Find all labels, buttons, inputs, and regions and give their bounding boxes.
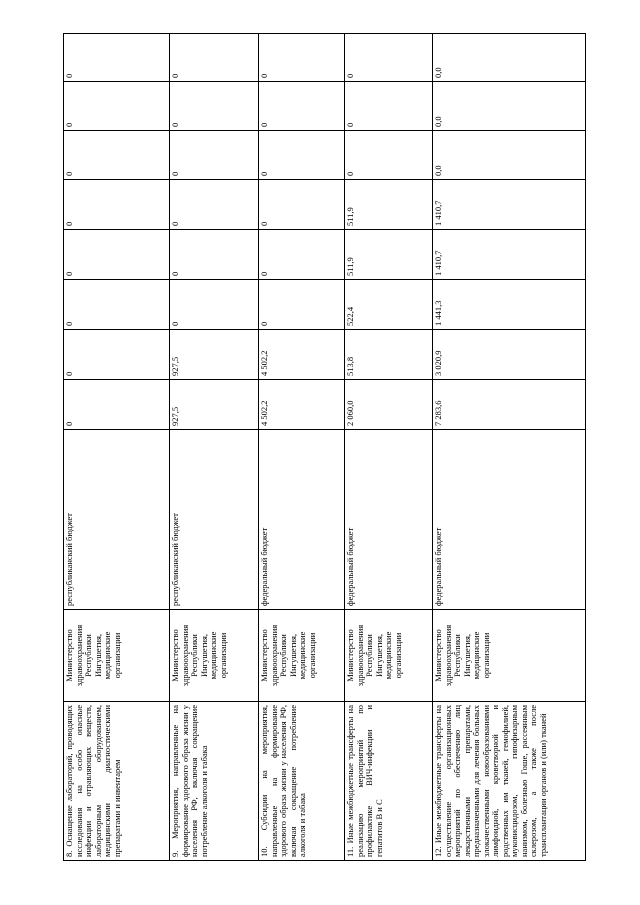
table-row	[259, 34, 345, 861]
year-value-cell: 3 020,9	[433, 330, 586, 380]
year-value-cell: 927,5	[170, 330, 259, 380]
year-value-cell: 0	[259, 82, 345, 131]
year-value-cell: 0	[64, 180, 170, 230]
year-value-cell: 0	[259, 180, 345, 230]
rotated-page	[63, 34, 585, 861]
year-value-cell: 0	[64, 34, 170, 82]
funding-source-cell: республиканский бюджет	[64, 430, 170, 610]
total-value-cell: 0	[64, 380, 170, 430]
table-row	[64, 34, 170, 861]
table-row	[345, 34, 433, 861]
year-value-cell: 0	[170, 82, 259, 131]
year-value-cell: 513,8	[345, 330, 433, 380]
year-value-cell: 0	[345, 34, 433, 82]
year-value-cell: 4 502,2	[259, 330, 345, 380]
year-value-cell: 0,0	[433, 82, 586, 131]
year-value-cell: 511,9	[345, 230, 433, 280]
executor-cell: Министерство здравоохранения Республики Ингушетия, медицинские организации	[259, 610, 345, 702]
year-value-cell: 0,0	[433, 131, 586, 180]
funding-source-cell: федеральный бюджет	[259, 430, 345, 610]
year-value-cell: 1 410,7	[433, 230, 586, 280]
total-value-cell: 927,5	[170, 380, 259, 430]
activity-name-cell: 8. Оснащение лабораторий, проводящих исследования на особо опасные инфекции и отравляющих веществ, лабораторным оборудованием, медицинскими диагностическими препаратами и инвентарем	[64, 702, 170, 861]
year-value-cell: 0	[64, 230, 170, 280]
executor-cell: Министерство здравоохранения Республики Ингушетия, медицинские организации	[64, 610, 170, 702]
year-value-cell: 0	[259, 34, 345, 82]
year-value-cell: 1 441,3	[433, 280, 586, 330]
year-value-cell: 0	[345, 82, 433, 131]
executor-cell: Министерство здравоохранения Республики Ингушетия, медицинские организации	[345, 610, 433, 702]
total-value-cell: 7 283,6	[433, 380, 586, 430]
funding-source-cell: республиканский бюджет	[170, 430, 259, 610]
year-value-cell: 1 410,7	[433, 180, 586, 230]
executor-cell: Министерство здравоохранения Республики Ингушетия, медицинские организации	[170, 610, 259, 702]
activity-name-cell: 11. Иные межбюджетные трансферты на реализацию мероприятий по профилактике ВИЧ-инфекции и гепатитов В и С	[345, 702, 433, 861]
year-value-cell: 0	[64, 131, 170, 180]
activity-name-cell: 12. Иные межбюджетные трансферты на осуществление организационных мероприятий по обеспечению лиц лекарственными препаратами, предназначенными для лечения больных злокачественными новообразованиями лимфоидной, кроветворной и родственных им тканей, гемофилией, муковисцидозом, гипофизарным нанизмом, болезнью Гоше, рассеянным склерозом, а также после трансплантации органов и (или) тканей	[433, 702, 586, 861]
year-value-cell: 0,0	[433, 34, 586, 82]
year-value-cell: 0	[170, 180, 259, 230]
funding-source-cell: федеральный бюджет	[345, 430, 433, 610]
activity-name-cell: 9. Мероприятия, направленные на формирование здорового образа жизни у населения РФ, включая сокращение потребление алкоголя и табака	[170, 702, 259, 861]
year-value-cell: 0	[170, 131, 259, 180]
year-value-cell: 0	[345, 131, 433, 180]
year-value-cell: 0	[64, 330, 170, 380]
funding-source-cell: федеральный бюджет	[433, 430, 586, 610]
year-value-cell: 0	[170, 280, 259, 330]
table-body	[64, 34, 586, 861]
year-value-cell: 0	[259, 280, 345, 330]
year-value-cell: 0	[259, 131, 345, 180]
year-value-cell: 0	[170, 34, 259, 82]
year-value-cell: 522,4	[345, 280, 433, 330]
total-value-cell: 2 060,0	[345, 380, 433, 430]
year-value-cell: 511,9	[345, 180, 433, 230]
year-value-cell: 0	[170, 230, 259, 280]
year-value-cell: 0	[259, 230, 345, 280]
total-value-cell: 4 502,2	[259, 380, 345, 430]
activity-name-cell: 10. Субсидии на мероприятия, направленные на формирование здорового образа жизни у населения РФ, включая сокращение потребление алкоголя и табака	[259, 702, 345, 861]
budget-table	[63, 33, 586, 861]
year-value-cell: 0	[64, 82, 170, 131]
year-value-cell: 0	[64, 280, 170, 330]
table-row	[170, 34, 259, 861]
executor-cell: Министерство здравоохранения Республики Ингушетия, медицинские организации	[433, 610, 586, 702]
table-row	[433, 34, 586, 861]
